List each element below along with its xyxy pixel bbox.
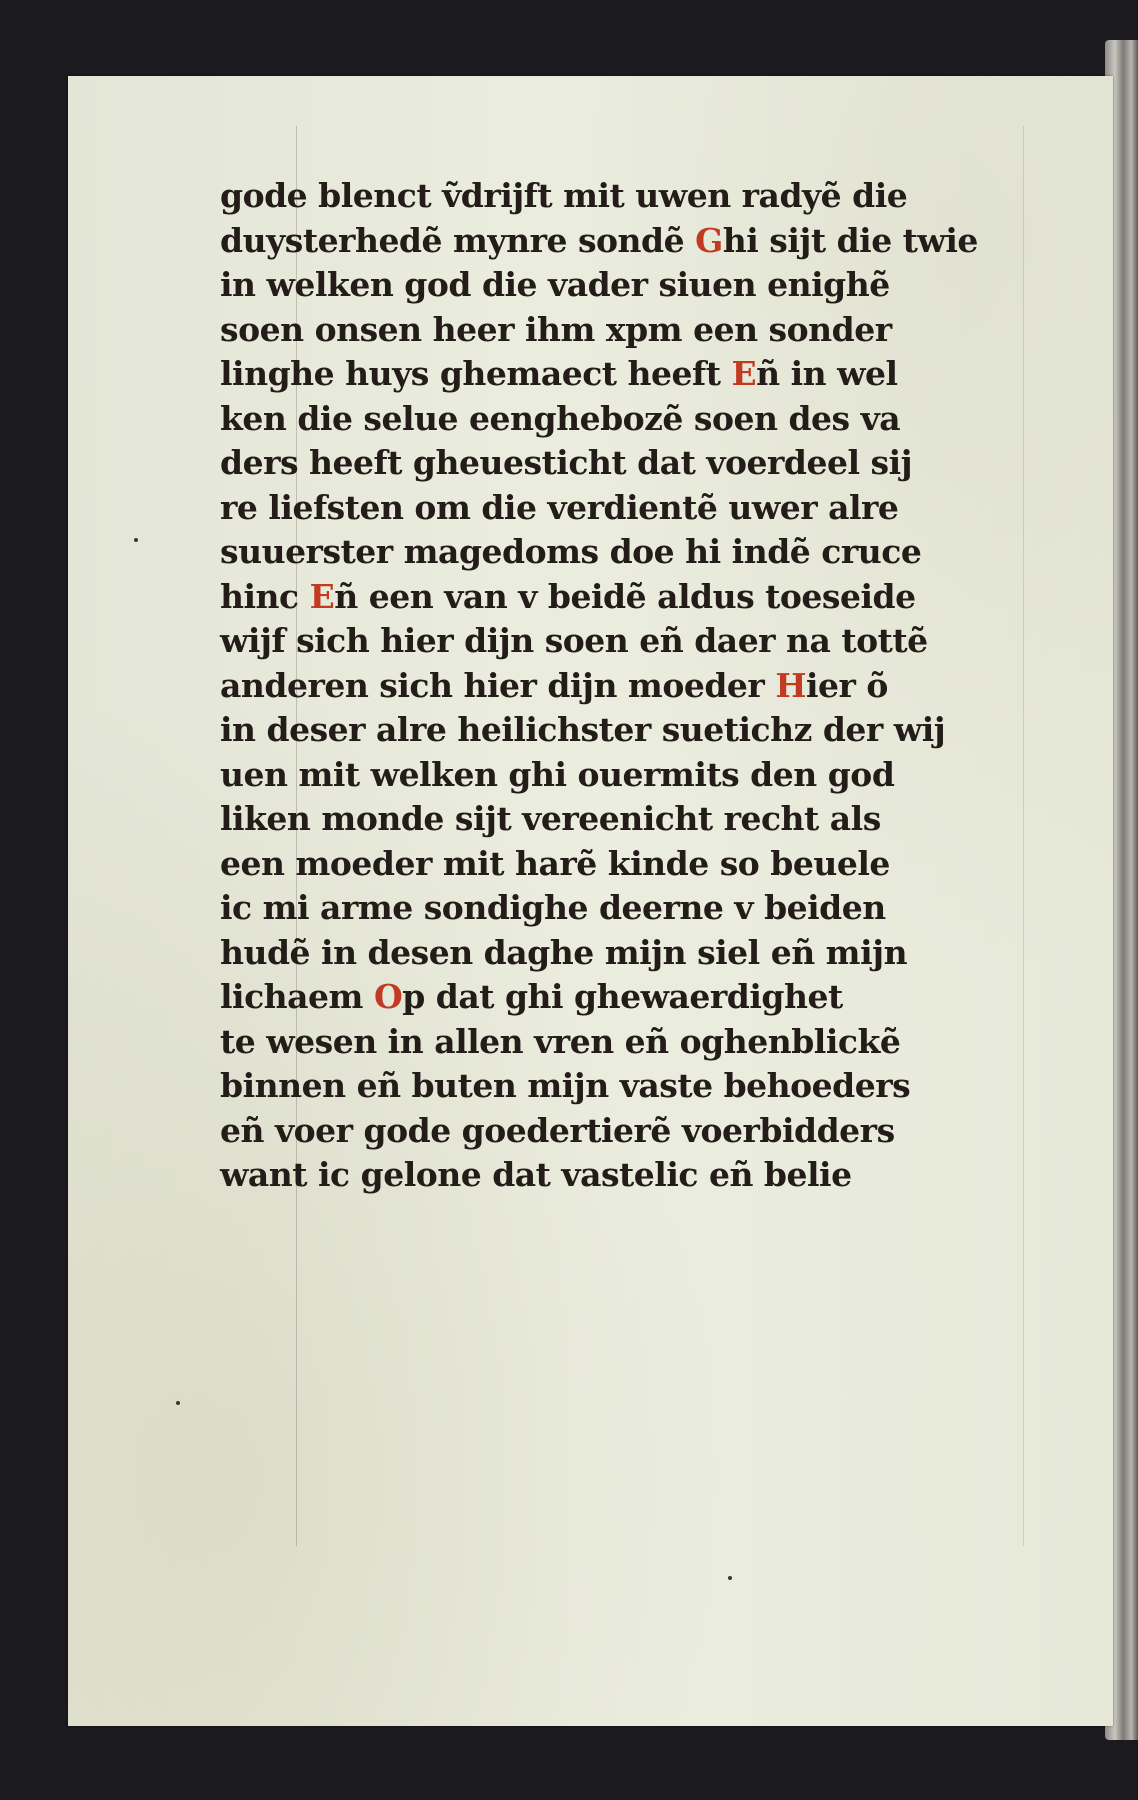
text-line [220, 263, 980, 308]
ruling-line-right [1023, 126, 1024, 1546]
text-segment: ier õ [806, 665, 888, 705]
prick-mark [176, 1401, 180, 1405]
text-line [220, 219, 980, 264]
text-segment: ders heeft gheuesticht dat voerdeel sij [220, 443, 913, 482]
text-line [220, 797, 980, 842]
text-line [220, 174, 980, 219]
text-segment: hinc [220, 576, 310, 616]
text-line [220, 842, 980, 887]
text-segment: gode blenct ṽdrijft mit uwen radyẽ die [220, 176, 908, 215]
rubricated-initial: E [731, 354, 757, 393]
rubricated-initial: H [775, 665, 806, 705]
text-segment: in welken god die vader siuen enighẽ [220, 265, 890, 304]
text-segment: suuerster magedoms doe hi indẽ cruce [220, 532, 922, 571]
rubricated-initial: O [373, 977, 403, 1016]
text-segment: eñ voer gode goedertierẽ voerbidders [220, 1110, 895, 1150]
text-segment: ic mi arme sondighe deerne v beiden [220, 888, 886, 927]
text-block [220, 174, 980, 1198]
text-line [220, 308, 980, 353]
text-line [220, 931, 980, 976]
prick-mark [134, 538, 138, 542]
text-line [220, 352, 980, 397]
text-segment: wijf sich hier dijn soen eñ daer na tottẽ [220, 621, 928, 660]
text-line [220, 1153, 980, 1198]
text-line [220, 1064, 980, 1109]
text-segment: anderen sich hier dijn moeder [220, 665, 776, 705]
text-segment: in deser alre heilichster suetichz der wij [220, 710, 946, 749]
text-line [220, 486, 980, 531]
text-segment: te wesen in allen vren eñ oghenblickẽ [220, 1021, 901, 1061]
text-line [220, 753, 980, 798]
text-line [220, 975, 980, 1020]
text-segment: hudẽ in desen daghe mijn siel eñ mijn [220, 932, 908, 972]
text-segment: een moeder mit harẽ kinde so beuele [220, 843, 890, 883]
text-segment: p dat ghi ghewaerdighet [402, 977, 843, 1016]
text-line [220, 708, 980, 753]
text-line [220, 397, 980, 442]
text-segment: duysterhedẽ mynre sondẽ [220, 220, 696, 260]
text-segment: linghe huys ghemaect heeft [220, 354, 732, 393]
text-line [220, 1109, 980, 1154]
text-segment: ñ een van v beidẽ aldus toeseide [334, 576, 916, 616]
text-segment: ñ in wel [756, 354, 898, 393]
text-segment: lichaem [220, 977, 374, 1016]
text-segment: soen onsen heer ihm xpm een sonder [220, 309, 892, 349]
text-segment: want ic gelone dat vastelic eñ belie [220, 1155, 852, 1194]
prick-mark [728, 1576, 732, 1580]
text-line [220, 619, 980, 664]
rubricated-initial: G [695, 220, 723, 260]
text-line [220, 664, 980, 709]
text-line [220, 1020, 980, 1065]
text-segment: ken die selue eenghebozẽ soen des va [220, 398, 901, 438]
text-segment: re liefsten om die verdientẽ uwer alre [220, 487, 899, 527]
text-segment: binnen eñ buten mijn vaste behoeders [220, 1066, 911, 1105]
text-segment: hi sijt die twie [722, 220, 978, 260]
text-segment: liken monde sijt vereenicht recht als [220, 799, 881, 838]
text-line [220, 530, 980, 575]
rubricated-initial: E [309, 576, 335, 616]
text-line [220, 575, 980, 620]
text-line [220, 886, 980, 931]
text-line [220, 441, 980, 486]
text-segment: uen mit welken ghi ouermits den god [220, 754, 895, 794]
